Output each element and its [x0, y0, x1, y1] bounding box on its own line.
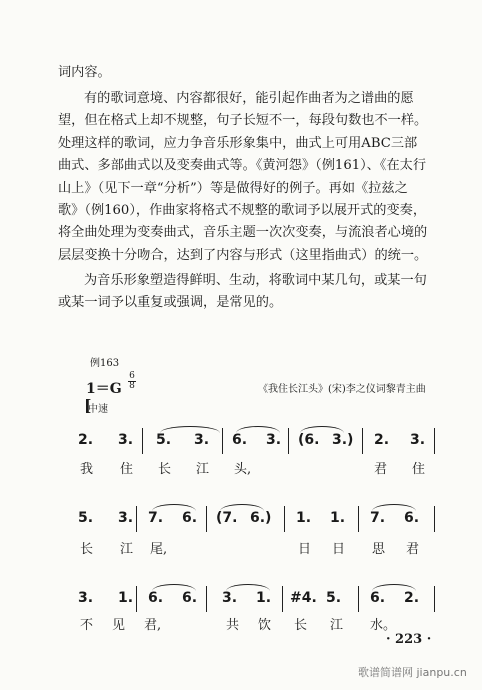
- bar-line: [358, 506, 359, 532]
- slur: [220, 504, 264, 511]
- note: 3.: [222, 590, 238, 606]
- tempo-marking: 中速: [88, 404, 108, 415]
- bar-line: [206, 586, 207, 612]
- time-signature-bottom: 8: [129, 381, 135, 391]
- note: 3.: [118, 432, 134, 448]
- paragraph-3: [58, 270, 438, 315]
- note: 7.: [370, 510, 386, 526]
- lyric: 住: [412, 462, 426, 477]
- text-line: 词内容。: [58, 65, 111, 80]
- note: #4.: [290, 590, 317, 606]
- note: 6.: [232, 432, 248, 448]
- note: (7.: [216, 510, 238, 526]
- example-label: 例163: [90, 358, 120, 369]
- lyric: 君: [374, 462, 388, 477]
- note: 3.: [410, 432, 426, 448]
- slur: [300, 426, 344, 433]
- text-line: 将全曲处理为变奏曲式，音乐主题一次次变奏，与流浪者心境的: [58, 225, 428, 241]
- bar-line: [434, 506, 435, 532]
- paragraph-1: [58, 62, 438, 84]
- bar-line: [284, 506, 285, 532]
- time-signature: [128, 372, 136, 391]
- note: (6.: [298, 432, 320, 448]
- note: 6.: [370, 590, 386, 606]
- bar-line: [282, 586, 283, 612]
- slur: [226, 584, 270, 591]
- lyric: 见: [112, 618, 126, 633]
- slur: [372, 584, 416, 591]
- note: 6.): [250, 510, 272, 526]
- bar-line: [142, 428, 143, 454]
- lyric: 日: [332, 542, 346, 557]
- bar-line: [136, 586, 137, 612]
- bar-line: [288, 428, 289, 454]
- lyric: 江: [196, 462, 210, 477]
- lyric: 住: [120, 462, 134, 477]
- note: 5.: [156, 432, 172, 448]
- lyric: 长: [80, 542, 94, 557]
- lyric: 长: [158, 462, 172, 477]
- lyric: 思: [372, 542, 386, 557]
- song-title: 《我住长江头》(宋)李之仪词黎青主曲: [258, 384, 426, 395]
- note: 5.: [326, 590, 342, 606]
- text-line: 或某一词予以重复或强调，是常见的。: [58, 295, 283, 311]
- lyric: 江: [330, 618, 344, 633]
- note: 6.: [148, 590, 164, 606]
- tempo-bracket: [: [84, 396, 92, 415]
- note: 1.: [296, 510, 312, 526]
- slur: [152, 584, 196, 591]
- note: 3.: [194, 432, 210, 448]
- note: 3.: [118, 510, 134, 526]
- text-line: 曲式、多部曲式以及变奏曲式等。《黄河怨》（例161）、《在太行: [58, 158, 427, 174]
- text-line: 处理这样的歌词，应力争音乐形象集中，曲式上可用ABC三部: [58, 135, 418, 151]
- text-line: 望，但在格式上却不规整，句子长短不一，每段句数也不一样。: [58, 113, 428, 129]
- note: 6.: [182, 510, 198, 526]
- note: 3.): [332, 432, 354, 448]
- lyric: 江: [120, 542, 134, 557]
- slur: [372, 504, 416, 511]
- note: 6.: [404, 510, 420, 526]
- lyric: 我: [80, 462, 94, 477]
- note: 1.: [330, 510, 346, 526]
- lyric: 日: [298, 542, 312, 557]
- note: 6.: [182, 590, 198, 606]
- page-number: · 223 ·: [386, 632, 432, 647]
- bar-line: [434, 428, 435, 454]
- note: 3.: [78, 590, 94, 606]
- note: 2.: [404, 590, 420, 606]
- text-line: 山上》（见下一章“分析”）等是做得好的例子。再如《拉兹之: [58, 180, 408, 196]
- paragraph-2: [58, 88, 438, 267]
- watermark: 歌谱简谱网 jianpu.cn: [358, 666, 467, 679]
- lyric: 饮: [258, 618, 272, 633]
- time-signature-top: 6: [129, 371, 135, 381]
- bar-line: [358, 586, 359, 612]
- text-line: 有的歌词意境、内容都很好，能引起作曲者为之谱曲的愿: [84, 91, 414, 106]
- key-signature: 1＝G: [86, 381, 122, 397]
- bar-line: [222, 428, 223, 454]
- note: 7.: [148, 510, 164, 526]
- lyric: 君,: [144, 618, 162, 633]
- note: 3.: [266, 432, 282, 448]
- text-line: 歌》（例160），作曲家将格式不规整的歌词予以展开式的变奏，: [58, 203, 427, 219]
- lyric: 头,: [234, 462, 252, 477]
- bar-line: [362, 428, 363, 454]
- text-line: 为音乐形象塑造得鲜明、生动，将歌词中某几句，或某一句: [84, 273, 427, 288]
- note: 2.: [374, 432, 390, 448]
- note: 1.: [118, 590, 134, 606]
- slur: [152, 504, 196, 511]
- slur: [236, 426, 280, 433]
- note: 2.: [78, 432, 94, 448]
- lyric: 君: [406, 542, 420, 557]
- bar-line: [206, 506, 207, 532]
- lyric: 长: [294, 618, 308, 633]
- lyric: 共: [226, 618, 240, 633]
- note: 1.: [256, 590, 272, 606]
- lyric: 尾,: [150, 542, 168, 557]
- bar-line: [434, 586, 435, 612]
- text-line: 层层变换十分吻合，达到了内容与形式（这里指曲式）的统一。: [58, 247, 428, 263]
- lyric: 水。: [370, 618, 397, 633]
- slur: [160, 426, 220, 433]
- note: 5.: [78, 510, 94, 526]
- bar-line: [136, 506, 137, 532]
- lyric: 不: [80, 618, 94, 633]
